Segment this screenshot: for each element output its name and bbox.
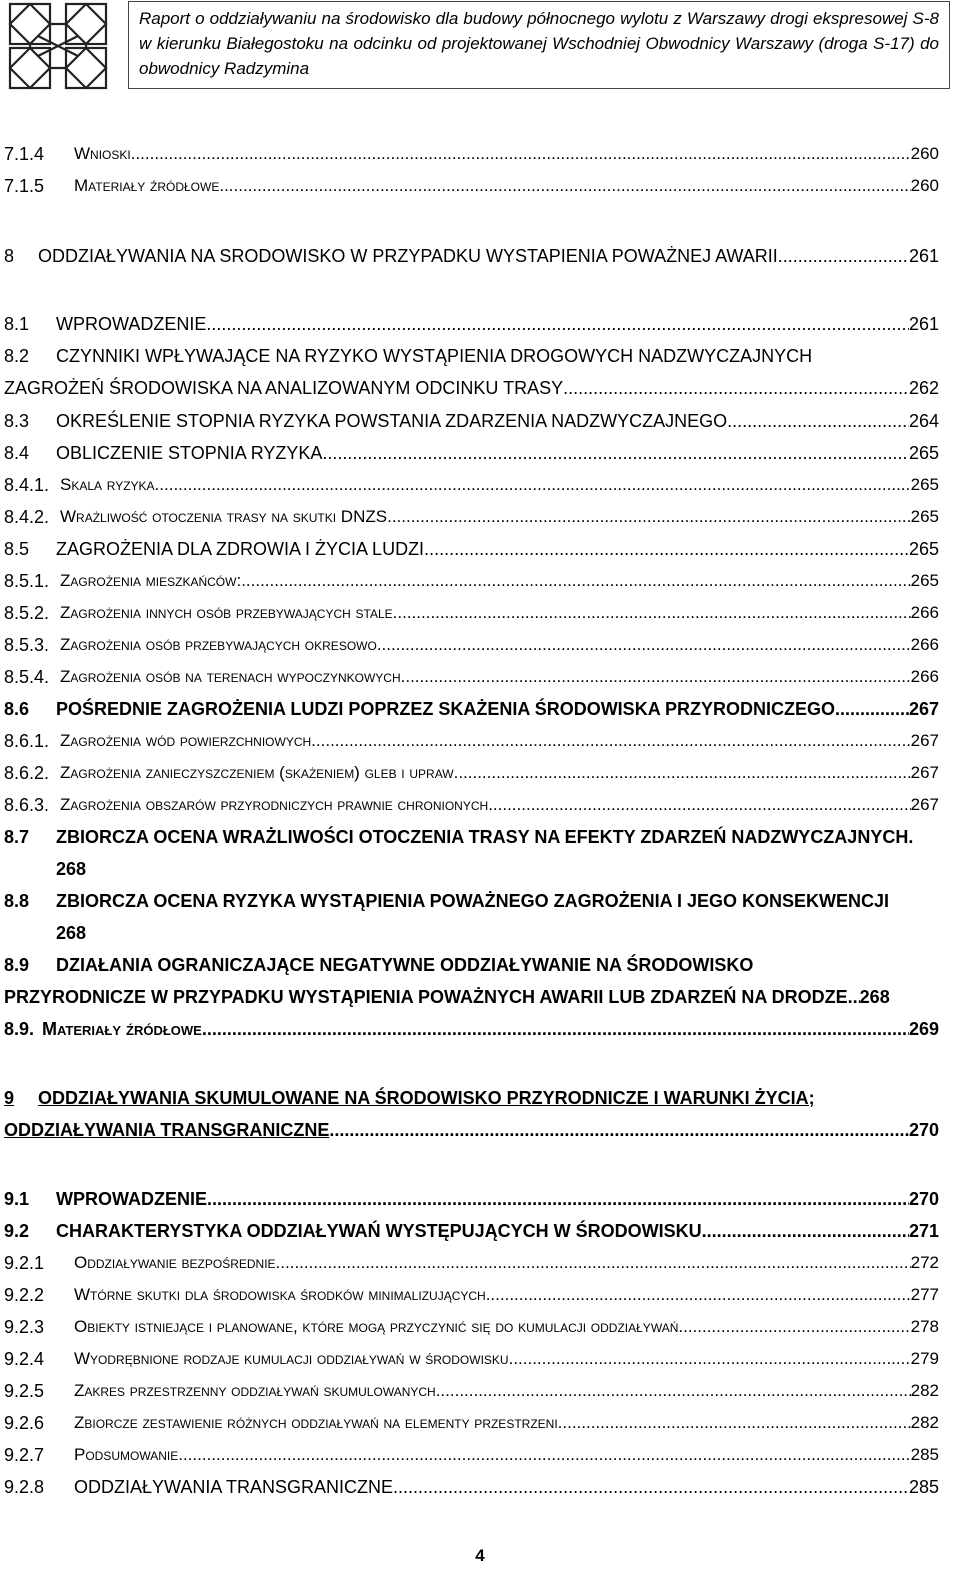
toc-entry-page: 269 bbox=[908, 1019, 939, 1039]
toc-entry-number: 8.7 bbox=[4, 827, 30, 847]
toc-dot-leader bbox=[778, 240, 909, 272]
toc-entry-number: 8.3 bbox=[4, 411, 30, 431]
toc-entry-title: ODDZIAŁYWANIA TRANSGRANICZNE bbox=[4, 1120, 330, 1140]
toc-dot-leader bbox=[835, 693, 909, 725]
toc-dot-leader bbox=[397, 597, 910, 629]
toc-entry[interactable] bbox=[4, 1311, 939, 1343]
toc-entry[interactable] bbox=[4, 469, 939, 501]
toc-entry-page: 264 bbox=[908, 411, 939, 431]
toc-entry-page: 267 bbox=[910, 795, 939, 814]
toc-entry-number: 7.1.4 bbox=[4, 144, 45, 164]
toc-entry-number: 9 bbox=[4, 1088, 15, 1108]
toc-entry-page: 278 bbox=[910, 1317, 939, 1336]
toc-dot-leader bbox=[202, 1013, 909, 1045]
document-title: Raport o oddziaływaniu na środowisko dla budowy północnego wylotu z Warszawy drogi ekspresowej S-8 w kierunku Białegostoku na odcinku od projektowanej Wschodniej Obwodnicy Warszawy (droga S-17) do obwodnicy Radzymina bbox=[128, 1, 950, 89]
toc-dot-leader bbox=[311, 725, 910, 757]
toc-entry-page: 262 bbox=[908, 378, 939, 398]
toc-entry-number: 8.5.1. bbox=[4, 571, 50, 591]
toc-entry[interactable] bbox=[4, 308, 939, 340]
toc-entry[interactable] bbox=[4, 565, 939, 597]
toc-entry-title: CZYNNIKI WPŁYWAJĄCE NA RYZYKO WYSTĄPIENIA DROGOWYCH NADZWYCZAJNYCH bbox=[56, 346, 813, 366]
toc-entry-title: PRZYRODNICZE W PRZYPADKU WYSTĄPIENIA POWAŻNYCH AWARII LUB ZDARZEŃ NA DRODZE bbox=[4, 987, 848, 1007]
toc-entry-page: 285 bbox=[910, 1445, 939, 1464]
toc-entry-title: Zagrożenia osób przebywających okresowo bbox=[60, 635, 377, 654]
toc-entry-number: 9.2.5 bbox=[4, 1381, 45, 1401]
toc-entry-page: 271 bbox=[908, 1221, 939, 1241]
toc-entry[interactable] bbox=[4, 240, 939, 272]
toc-entry[interactable] bbox=[4, 1407, 939, 1439]
toc-dot-leader bbox=[429, 533, 909, 565]
toc-entry-number: 8.2 bbox=[4, 346, 30, 366]
toc-entry[interactable] bbox=[4, 1279, 939, 1311]
toc-entry-title: Zagrożenia obszarów przyrodniczych prawnie chronionych bbox=[60, 795, 489, 814]
toc-entry-number: 9.2.6 bbox=[4, 1413, 45, 1433]
toc-entry-number: 8.9. bbox=[4, 1019, 35, 1039]
toc-entry-page: 268 bbox=[56, 859, 87, 879]
toc-entry-title: Wyodrębnione rodzaje kumulacji oddziaływań w środowisku. bbox=[74, 1349, 514, 1368]
toc-entry-number: 9.2.4 bbox=[4, 1349, 45, 1369]
toc-entry-number: 8.5 bbox=[4, 539, 30, 559]
toc-entry[interactable] bbox=[4, 1471, 939, 1503]
toc-entry[interactable] bbox=[4, 597, 939, 629]
toc-dot-leader bbox=[206, 308, 909, 340]
toc-entry-number: 9.2.2 bbox=[4, 1285, 45, 1305]
toc-dot-leader bbox=[401, 661, 911, 693]
toc-entry-title: Wtórne skutki dla środowiska środków minimalizujących bbox=[74, 1285, 486, 1304]
toc-entry-title: ZBIORCZA OCENA WRAŻLIWOŚCI OTOCZENIA TRASY NA EFEKTY ZDARZEŃ NADZWYCZAJNYCH. bbox=[56, 827, 914, 847]
toc-entry-title: Podsumowanie bbox=[74, 1445, 179, 1464]
toc-entry-page: 285 bbox=[908, 1477, 939, 1497]
toc-entry-page: 265 bbox=[910, 507, 939, 526]
toc-entry-page: 265 bbox=[910, 571, 939, 590]
toc-entry-title: WPROWADZENIE bbox=[56, 314, 207, 334]
toc-entry-number: 8.8 bbox=[4, 891, 30, 911]
toc-entry[interactable] bbox=[4, 757, 939, 789]
toc-dot-leader bbox=[486, 1279, 911, 1311]
toc-entry-number: 9.2.7 bbox=[4, 1445, 45, 1465]
toc-entry-title: Zbiorcze zestawienie różnych oddziaływań na elementy przestrzeni bbox=[74, 1413, 558, 1432]
toc-entry-page: 265 bbox=[908, 443, 939, 463]
toc-entry-page: 265 bbox=[908, 539, 939, 559]
toc-entry[interactable] bbox=[4, 1375, 939, 1407]
toc-entry-number: 9.2.8 bbox=[4, 1477, 45, 1497]
toc-entry-page: 277 bbox=[910, 1285, 939, 1304]
toc-entry-title: Zagrożenia mieszkańców: bbox=[60, 571, 242, 590]
toc-entry-number: 8.5.4. bbox=[4, 667, 50, 687]
toc-entry-number: 9.2.1 bbox=[4, 1253, 45, 1273]
toc-entry-title: Materiały źródłowe bbox=[42, 1019, 202, 1039]
toc-entry[interactable] bbox=[4, 693, 939, 725]
toc-entry-number: 8.6.3. bbox=[4, 795, 50, 815]
toc-entry[interactable] bbox=[4, 725, 939, 757]
toc-entry-title: Skala ryzyka bbox=[60, 475, 155, 494]
toc-entry[interactable] bbox=[4, 1343, 939, 1375]
toc-entry-number: 8 bbox=[4, 246, 15, 266]
toc-dot-leader bbox=[131, 138, 911, 170]
toc-entry-title: ZAGROŻEŃ ŚRODOWISKA NA ANALIZOWANYM ODCINKU TRASY bbox=[4, 378, 564, 398]
toc-entry-title: Wnioski bbox=[74, 144, 131, 163]
toc-entry[interactable] bbox=[4, 138, 939, 170]
toc-entry[interactable] bbox=[4, 821, 939, 885]
toc-entry-page: 266 bbox=[910, 635, 939, 654]
toc-entry-page: 266 bbox=[910, 603, 939, 622]
toc-entry-title: ZBIORCZA OCENA RYZYKA WYSTĄPIENIA POWAŻNEGO ZAGROŻENIA I JEGO KONSEKWENCJI bbox=[56, 891, 890, 911]
toc-entry-number: 8.4 bbox=[4, 443, 30, 463]
toc-entry-title: Oddziaływanie bezpośrednie bbox=[74, 1253, 276, 1272]
toc-entry-title: POŚREDNIE ZAGROŻENIA LUDZI POPRZEZ SKAŻENIA ŚRODOWISKA PRZYRODNICZEGO bbox=[56, 699, 836, 719]
toc-entry-title: OBLICZENIE STOPNIA RYZYKA bbox=[56, 443, 323, 463]
toc-dot-leader bbox=[702, 1215, 909, 1247]
toc-dot-leader bbox=[436, 1375, 911, 1407]
toc-entry-number: 8.9 bbox=[4, 955, 30, 975]
toc-entry-title: ZAGROŻENIA DLA ZDROWIA I ŻYCIA LUDZI. bbox=[56, 539, 430, 559]
toc-entry-title: DZIAŁANIA OGRANICZAJĄCE NEGATYWNE ODDZIAŁYWANIE NA ŚRODOWISKO bbox=[56, 955, 754, 975]
toc-dot-leader bbox=[219, 170, 910, 202]
toc-dot-leader bbox=[563, 372, 909, 404]
toc-entry-title: WPROWADZENIE bbox=[56, 1189, 207, 1209]
toc-entry-title: Obiekty istniejące i planowane, które mogą przyczynić się do kumulacji oddziaływań bbox=[74, 1317, 679, 1336]
toc-entry-number: 7.1.5 bbox=[4, 176, 45, 196]
toc-entry[interactable] bbox=[4, 437, 939, 469]
toc-dot-leader bbox=[488, 789, 910, 821]
toc-entry-page: 266 bbox=[910, 667, 939, 686]
toc-entry-number: 9.2.3 bbox=[4, 1317, 45, 1337]
toc-entry[interactable] bbox=[4, 885, 939, 949]
toc-dot-leader bbox=[207, 1183, 909, 1215]
toc-entry-title: CHARAKTERYSTYKA ODDZIAŁYWAŃ WYSTĘPUJĄCYCH W ŚRODOWISKU bbox=[56, 1221, 702, 1241]
toc-entry-page: 270 bbox=[908, 1120, 939, 1140]
toc-entry[interactable] bbox=[4, 501, 939, 533]
toc-entry-page: 267 bbox=[910, 731, 939, 750]
toc-entry-title: ODDZIAŁYWANIA NA SRODOWISKO W PRZYPADKU WYSTAPIENIA POWAŻNEJ AWARII bbox=[38, 246, 778, 266]
toc-entry[interactable] bbox=[4, 1013, 939, 1045]
toc-dot-leader bbox=[377, 629, 911, 661]
toc-entry-page: 282 bbox=[910, 1381, 939, 1400]
toc-entry[interactable] bbox=[4, 340, 939, 404]
toc-entry-page: 268 bbox=[859, 987, 890, 1007]
toc-entry-page: 268 bbox=[56, 923, 87, 943]
toc-dot-leader bbox=[678, 1311, 910, 1343]
toc-entry-page: 279 bbox=[910, 1349, 939, 1368]
toc-entry-page: 260 bbox=[910, 176, 939, 195]
toc-entry[interactable] bbox=[4, 533, 939, 565]
toc-entry-title: Wrażliwość otoczenia trasy na skutki DNZS bbox=[60, 507, 388, 526]
toc-dot-leader bbox=[558, 1407, 911, 1439]
toc-entry-number: 8.4.2. bbox=[4, 507, 50, 527]
toc-entry-page: 270 bbox=[908, 1189, 939, 1209]
toc-entry-page: 267 bbox=[910, 763, 939, 782]
toc-dot-leader bbox=[178, 1439, 910, 1471]
toc-entry-title: Zagrożenia wód powierzchniowych bbox=[60, 731, 312, 750]
toc-entry-page: 261 bbox=[908, 246, 939, 266]
toc-entry-page: 265 bbox=[910, 475, 939, 494]
toc-entry-number: 8.6 bbox=[4, 699, 30, 719]
toc-dot-leader bbox=[387, 501, 911, 533]
toc-entry[interactable] bbox=[4, 789, 939, 821]
toc-entry-title: Zagrożenia innych osób przebywających stale. bbox=[60, 603, 398, 622]
toc-entry-title: ODDZIAŁYWANIA SKUMULOWANE NA ŚRODOWISKO PRZYRODNICZE I WARUNKI ŻYCIA; bbox=[38, 1088, 815, 1108]
toc-entry[interactable] bbox=[4, 170, 939, 202]
toc-dot-leader bbox=[241, 565, 910, 597]
toc-entry[interactable] bbox=[4, 1215, 939, 1247]
toc-dot-leader bbox=[513, 1343, 910, 1375]
toc-entry[interactable] bbox=[4, 1439, 939, 1471]
toc-entry-page: 261 bbox=[908, 314, 939, 334]
toc-entry-title: OKREŚLENIE STOPNIA RYZYKA POWSTANIA ZDARZENIA NADZWYCZAJNEGO. bbox=[56, 411, 733, 431]
toc-entry-number: 8.1 bbox=[4, 314, 30, 334]
toc-entry-number: 9.2 bbox=[4, 1221, 30, 1241]
toc-entry-title: ODDZIAŁYWANIA TRANSGRANICZNE bbox=[74, 1477, 394, 1497]
toc-dot-leader bbox=[329, 1114, 909, 1146]
toc-entry-title: Zagrożenia osób na terenach wypoczynkowych bbox=[60, 667, 401, 686]
toc-entry-title: Zagrożenia zanieczyszczeniem (skażeniem) gleb i upraw bbox=[60, 763, 454, 782]
toc-entry[interactable] bbox=[4, 1183, 939, 1215]
toc-entry-page: 267 bbox=[908, 699, 939, 719]
toc-entry[interactable] bbox=[4, 405, 939, 437]
toc-entry-number: 8.5.3. bbox=[4, 635, 50, 655]
toc-entry-number: 9.1 bbox=[4, 1189, 30, 1209]
toc-dot-leader bbox=[393, 1471, 909, 1503]
toc-entry-page: 272 bbox=[910, 1253, 939, 1272]
toc-entry[interactable] bbox=[4, 1082, 939, 1146]
toc-entry-number: 8.6.1. bbox=[4, 731, 50, 751]
toc-entry-page: 260 bbox=[910, 144, 939, 163]
toc-entry-number: 8.5.2. bbox=[4, 603, 50, 623]
toc-entry-number: 8.6.2. bbox=[4, 763, 50, 783]
toc-dot-leader bbox=[276, 1247, 911, 1279]
toc-dot-leader bbox=[155, 469, 911, 501]
page-number: 4 bbox=[475, 1546, 485, 1565]
toc-entry[interactable] bbox=[4, 949, 939, 1013]
toc-dot-leader bbox=[454, 757, 911, 789]
toc-dot-leader bbox=[848, 981, 860, 1013]
toc-entry-title: Materiały źródłowe bbox=[74, 176, 220, 195]
toc-entry[interactable] bbox=[4, 1247, 939, 1279]
toc-entry[interactable] bbox=[4, 629, 939, 661]
toc-entry-number: 8.4.1. bbox=[4, 475, 50, 495]
toc-entry-title: Zakres przestrzenny oddziaływań skumulowanych bbox=[74, 1381, 436, 1400]
toc-dot-leader bbox=[732, 405, 909, 437]
toc-entry-page: 282 bbox=[910, 1413, 939, 1432]
toc-entry[interactable] bbox=[4, 661, 939, 693]
toc-dot-leader bbox=[322, 437, 909, 469]
